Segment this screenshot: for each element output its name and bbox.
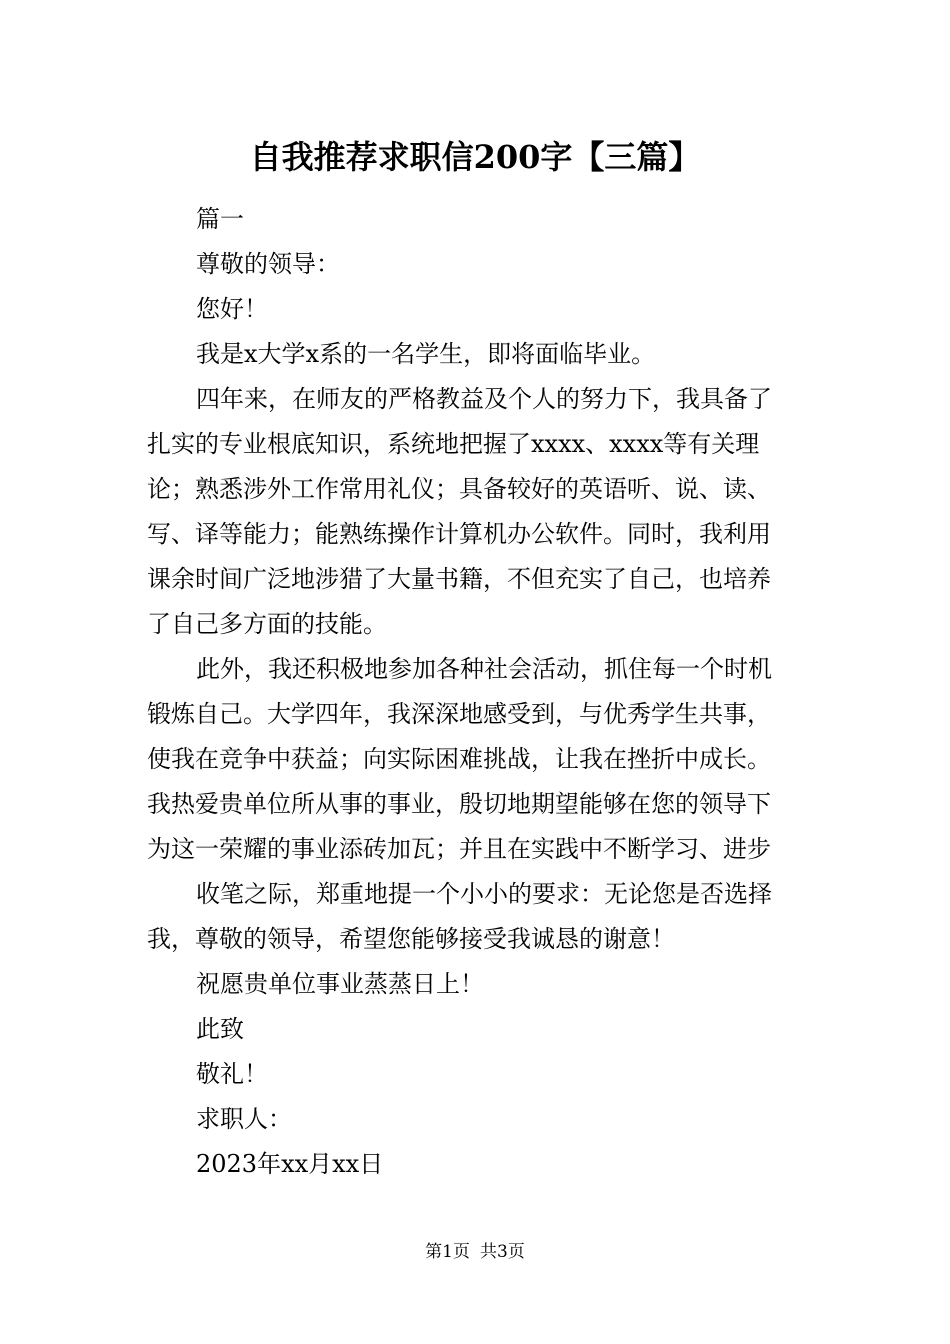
paragraph-line: 扎实的专业根底知识，系统地把握了xxxx、xxxx等有关理 bbox=[147, 430, 760, 458]
paragraph-line: 写、译等能力；能熟练操作计算机办公软件。同时，我利用 bbox=[147, 520, 771, 548]
closing-jingli: 敬礼！ bbox=[196, 1060, 268, 1088]
date-line: 2023年xx月xx日 bbox=[196, 1150, 384, 1178]
paragraph-line: 课余时间广泛地涉猎了大量书籍，不但充实了自己，也培养 bbox=[147, 565, 771, 593]
page-footer bbox=[0, 1240, 950, 1264]
closing-cizhi: 此致 bbox=[196, 1015, 244, 1043]
paragraph-line: 我，尊敬的领导，希望您能够接受我诚恳的谢意！ bbox=[147, 925, 675, 953]
paragraph-line: 我是x大学x系的一名学生，即将面临毕业。 bbox=[196, 340, 656, 368]
paragraph-line: 使我在竞争中获益；向实际困难挑战，让我在挫折中成长。 bbox=[147, 745, 771, 773]
salutation: 尊敬的领导： bbox=[196, 250, 340, 278]
greeting: 您好！ bbox=[196, 295, 268, 323]
document-body bbox=[147, 197, 812, 1187]
paragraph-line: 此外，我还积极地参加各种社会活动，抓住每一个时机 bbox=[196, 655, 772, 683]
paragraph-line: 收笔之际，郑重地提一个小小的要求：无论您是否选择 bbox=[196, 880, 772, 908]
paragraph-line: 为这一荣耀的事业添砖加瓦；并且在实践中不断学习、进步 bbox=[147, 835, 771, 863]
paragraph-line: 我热爱贵单位所从事的事业，殷切地期望能够在您的领导下 bbox=[147, 790, 771, 818]
paragraph-line: 四年来，在师友的严格教益及个人的努力下，我具备了 bbox=[196, 385, 772, 413]
closing-wish: 祝愿贵单位事业蒸蒸日上！ bbox=[196, 970, 484, 998]
paragraph-line: 论；熟悉涉外工作常用礼仪；具备较好的英语听、说、读、 bbox=[147, 475, 771, 503]
page-total: 共3页 bbox=[480, 1242, 525, 1262]
paragraph-line: 锻炼自己。大学四年，我深深地感受到，与优秀学生共事， bbox=[147, 700, 771, 728]
signature-label: 求职人： bbox=[196, 1105, 292, 1133]
section-heading: 篇一 bbox=[196, 205, 244, 233]
document-title: 自我推荐求职信200字【三篇】 bbox=[249, 138, 701, 176]
page-number: 第1页 bbox=[425, 1242, 470, 1262]
paragraph-line: 了自己多方面的技能。 bbox=[147, 610, 387, 638]
